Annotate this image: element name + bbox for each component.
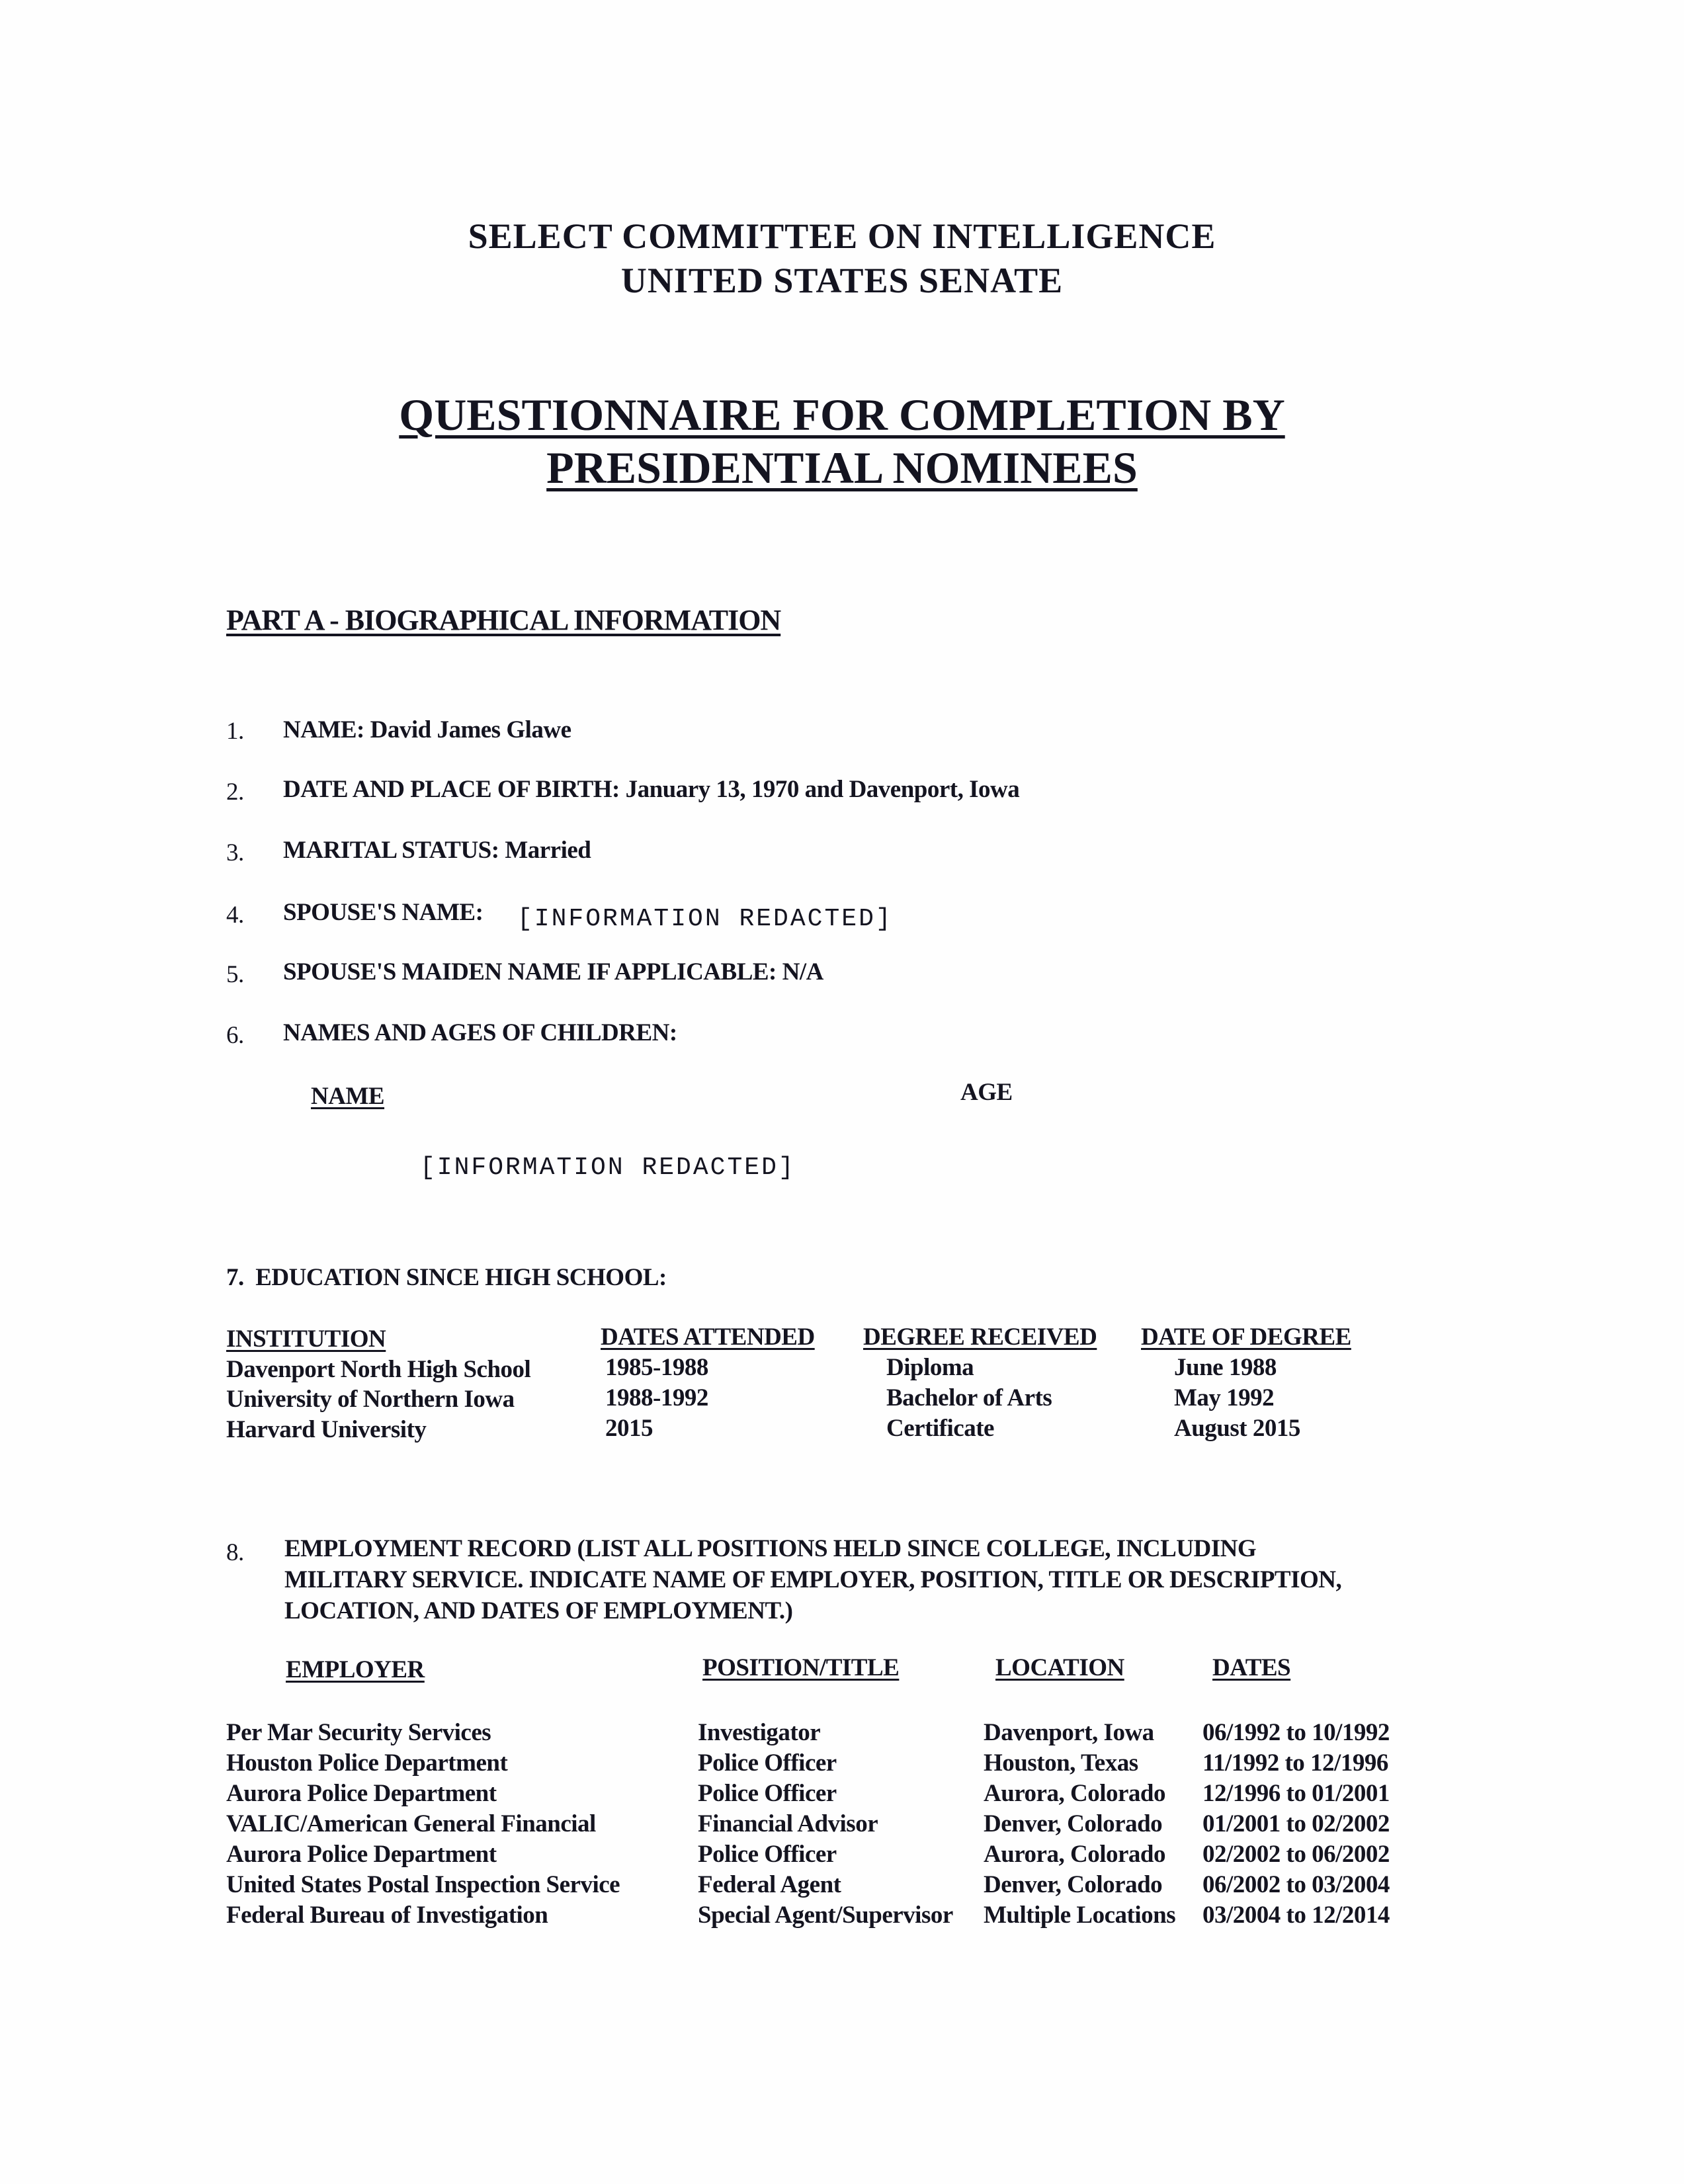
employment-location: Davenport, Iowa [984,1719,1154,1746]
item-number: 8. [226,1539,244,1566]
header-dates-attended: DATES ATTENDED [601,1323,815,1351]
item-name: NAME: David James Glawe [283,716,571,743]
employment-location: Aurora, Colorado [984,1780,1165,1807]
redacted-spouse-name: [INFORMATION REDACTED] [517,905,893,933]
employment-employer: Per Mar Security Services [226,1719,491,1746]
education-dates: 2015 [605,1415,653,1442]
employment-instructions-line: MILITARY SERVICE. INDICATE NAME OF EMPLOYER, POSITION, TITLE OR DESCRIPTION, [284,1566,1342,1593]
employment-location: Denver, Colorado [984,1871,1163,1898]
employment-dates: 03/2004 to 12/2014 [1202,1902,1390,1929]
senate-name: UNITED STATES SENATE [620,261,1064,300]
education-dates: 1988-1992 [605,1384,708,1411]
item-number: 7. [226,1264,244,1291]
employment-dates: 06/1992 to 10/1992 [1202,1719,1390,1746]
education-degree-date: June 1988 [1174,1354,1277,1381]
education-institution: University of Northern Iowa [226,1386,515,1413]
education-dates: 1985-1988 [605,1354,708,1381]
employment-location: Aurora, Colorado [984,1841,1165,1868]
children-age-header: AGE [960,1079,1013,1106]
header-degree-received: DEGREE RECEIVED [863,1323,1097,1351]
employment-instructions-line: EMPLOYMENT RECORD (LIST ALL POSITIONS HELD SINCE COLLEGE, INCLUDING [284,1535,1257,1562]
item-birth: DATE AND PLACE OF BIRTH: January 13, 1970 and Davenport, Iowa [283,776,1020,803]
employment-dates: 11/1992 to 12/1996 [1202,1749,1388,1777]
title-line-1: QUESTIONNAIRE FOR COMPLETION BY [399,390,1285,440]
item-number: 6. [226,1022,244,1049]
employment-employer: United States Postal Inspection Service [226,1871,620,1898]
employment-employer: Houston Police Department [226,1749,508,1777]
education-degree-date: May 1992 [1174,1384,1275,1411]
employment-position: Financial Advisor [698,1810,878,1837]
item-maiden-name: SPOUSE'S MAIDEN NAME IF APPLICABLE: N/A [283,958,823,986]
employment-position: Police Officer [698,1841,837,1868]
header-employer: EMPLOYER [286,1656,425,1683]
item-number: 4. [226,902,244,929]
education-institution: Davenport North High School [226,1356,531,1383]
header-location: LOCATION [995,1654,1124,1681]
header-institution: INSTITUTION [226,1325,386,1353]
employment-location: Houston, Texas [984,1749,1138,1777]
title-line-2: PRESIDENTIAL NOMINEES [546,442,1138,493]
education-degree: Bachelor of Arts [886,1384,1052,1411]
employment-instructions-line: LOCATION, AND DATES OF EMPLOYMENT.) [284,1597,793,1624]
item-number: 1. [226,718,244,745]
employment-position: Federal Agent [698,1871,841,1898]
employment-employer: Federal Bureau of Investigation [226,1902,548,1929]
education-degree: Diploma [886,1354,974,1381]
item-spouse-name: SPOUSE'S NAME: [283,899,484,926]
header-position-title: POSITION/TITLE [702,1654,900,1681]
education-label: EDUCATION SINCE HIGH SCHOOL: [255,1264,667,1291]
education-degree: Certificate [886,1415,994,1442]
employment-position: Police Officer [698,1780,837,1807]
employment-employer: Aurora Police Department [226,1780,497,1807]
item-marital-status: MARITAL STATUS: Married [283,837,591,864]
item-children: NAMES AND AGES OF CHILDREN: [283,1019,677,1046]
redacted-children: [INFORMATION REDACTED] [420,1154,796,1182]
employment-dates: 01/2001 to 02/2002 [1202,1810,1390,1837]
education-heading [226,1263,667,1292]
item-number: 3. [226,839,244,866]
employment-position: Investigator [698,1719,821,1746]
employment-location: Multiple Locations [984,1902,1176,1929]
employment-dates: 12/1996 to 01/2001 [1202,1780,1390,1807]
employment-dates: 06/2002 to 03/2004 [1202,1871,1390,1898]
employment-dates: 02/2002 to 06/2002 [1202,1841,1390,1868]
header-date-of-degree: DATE OF DEGREE [1141,1323,1351,1351]
education-institution: Harvard University [226,1416,427,1443]
header-dates: DATES [1212,1654,1291,1681]
employment-employer: Aurora Police Department [226,1841,497,1868]
part-a-heading: PART A - BIOGRAPHICAL INFORMATION [226,604,781,636]
children-name-header: NAME [311,1083,385,1110]
employment-position: Police Officer [698,1749,837,1777]
item-number: 2. [226,778,244,806]
committee-name: SELECT COMMITTEE ON INTELLIGENCE [468,216,1216,256]
employment-employer: VALIC/American General Financial [226,1810,596,1837]
employment-location: Denver, Colorado [984,1810,1163,1837]
education-degree-date: August 2015 [1174,1415,1300,1442]
item-number: 5. [226,961,244,988]
employment-position: Special Agent/Supervisor [698,1902,953,1929]
